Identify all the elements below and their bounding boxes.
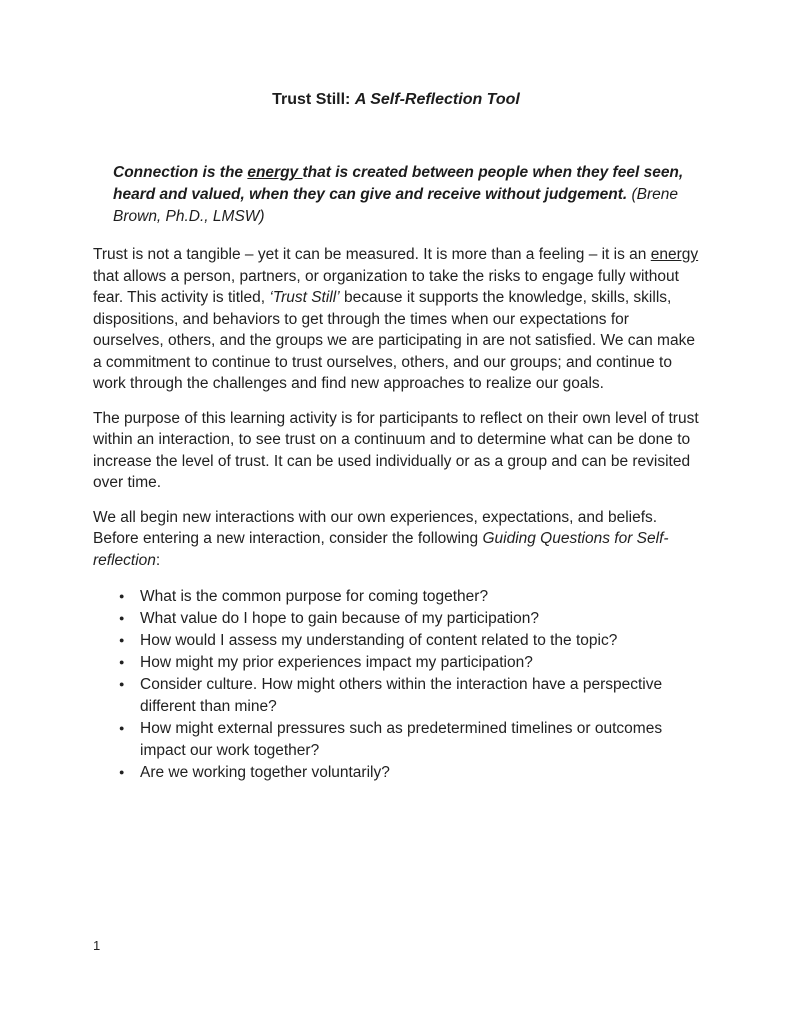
list-item <box>93 586 699 608</box>
quote-run: Connection is the <box>113 164 248 181</box>
paragraph-run-italic: ‘Trust Still’ <box>269 289 340 306</box>
bullet-icon: ● <box>119 635 125 645</box>
body-paragraph-2 <box>93 408 699 494</box>
page-title <box>93 90 699 110</box>
bullet-icon: ● <box>119 767 125 777</box>
paragraph-run-italic: Guiding Questions for Self-reflection <box>93 530 669 569</box>
guiding-questions-list <box>93 586 699 784</box>
bullet-icon: ● <box>119 679 125 689</box>
quote-run: that is created between people when they feel seen, heard and valued, when they can give and receive without judgement. <box>113 164 684 203</box>
list-item-text: How might external pressures such as predetermined timelines or outcomes impact our work together? <box>140 720 663 759</box>
paragraph-run: We all begin new interactions with our own experiences, expectations, and beliefs. Before entering a new interaction, consider the following <box>93 508 658 547</box>
list-item-text: How might my prior experiences impact my participation? <box>140 654 533 671</box>
bullet-icon: ● <box>119 657 125 667</box>
bullet-icon: ● <box>119 723 125 733</box>
paragraph-run-underlined: energy <box>650 246 699 263</box>
paragraph-run: Trust is not a tangible – yet it can be measured. It is more than a feeling – it is an <box>93 246 651 263</box>
body-paragraph-1 <box>93 244 699 395</box>
list-item <box>93 674 699 718</box>
paragraph-run: : <box>155 551 161 569</box>
quote-attribution: (Brene Brown, Ph.D., LMSW) <box>113 186 679 225</box>
list-item <box>93 762 699 784</box>
quote-paragraph <box>113 162 689 228</box>
paragraph-run: because it supports the knowledge, skills, skills, dispositions, and behaviors to get through the times when our expectations for ourselves, others, and the groups we are participating in are not satisfied. We can make a commitment to continue to trust ourselves, others, and our groups; and continue to work through the challenges and find new approaches to realize our goals. <box>93 289 695 392</box>
list-item-text: Consider culture. How might others within the interaction have a perspective different than mine? <box>140 676 663 715</box>
list-item <box>93 652 699 674</box>
bullet-icon: ● <box>119 613 125 623</box>
title-text-bold: Trust Still: <box>272 91 355 108</box>
list-item-text: Are we working together voluntarily? <box>140 764 390 781</box>
document-content <box>93 90 699 784</box>
quote-run-underlined: energy <box>247 164 303 181</box>
list-item <box>93 608 699 630</box>
body-paragraph-3 <box>93 507 699 572</box>
title-text-italic: A Self-Reflection Tool <box>354 91 520 108</box>
page-number: 1 <box>93 938 101 953</box>
bullet-icon: ● <box>119 591 125 601</box>
list-item <box>93 630 699 652</box>
list-item-text: What value do I hope to gain because of my participation? <box>140 610 539 627</box>
list-item-text: How would I assess my understanding of content related to the topic? <box>140 632 618 649</box>
list-item <box>93 718 699 762</box>
paragraph-run: that allows a person, partners, or organization to take the risks to engage fully without fear. This activity is titled, <box>93 267 679 306</box>
paragraph-run: The purpose of this learning activity is for participants to reflect on their own level of trust within an interaction, to see trust on a continuum and to determine what can be done to increase the level of trust. It can be used individually or as a group and can be revisited over time. <box>93 409 699 491</box>
list-item-text: What is the common purpose for coming together? <box>140 588 489 605</box>
